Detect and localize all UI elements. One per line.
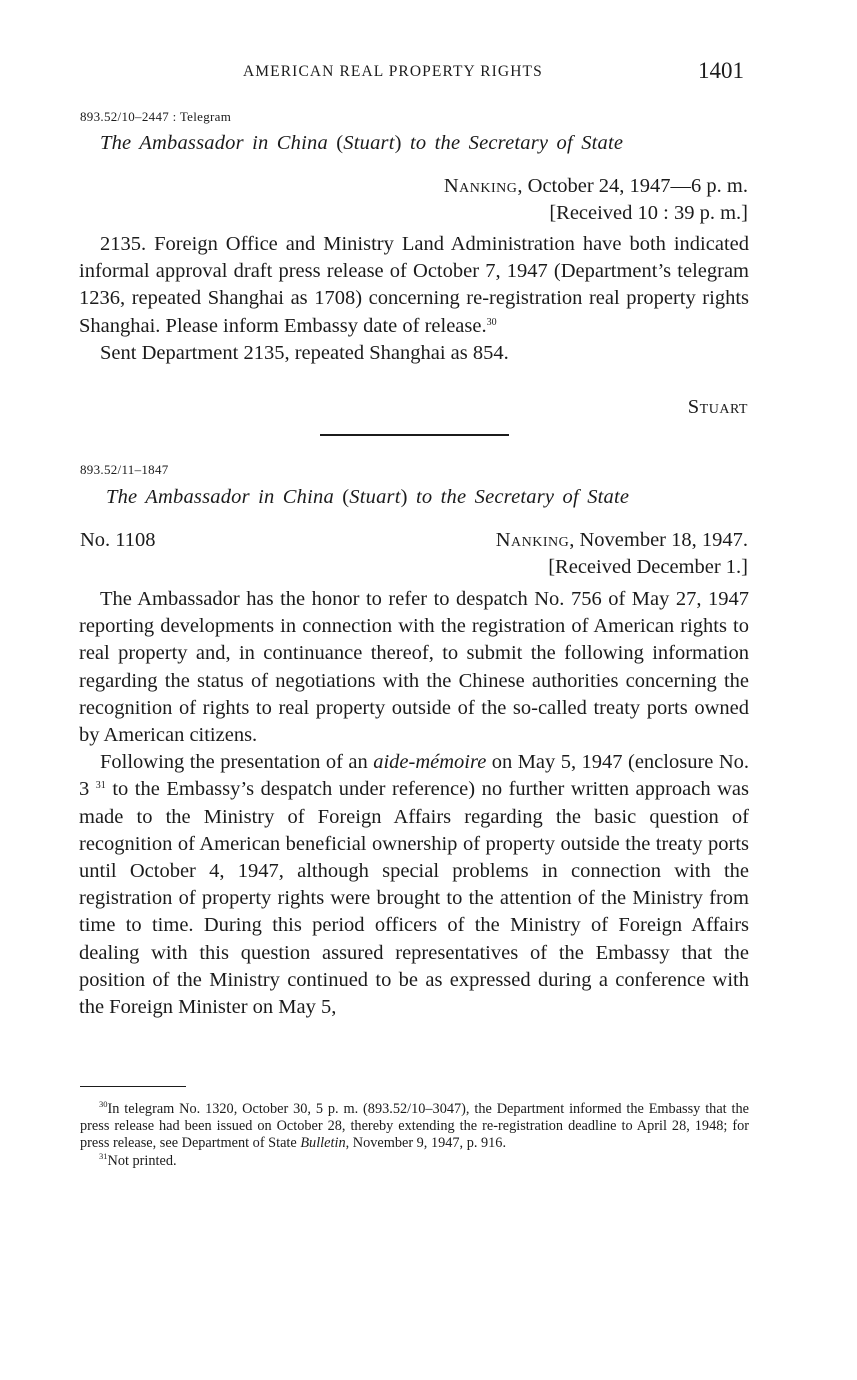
footnote: $^{31}$Not printed.: [99, 1150, 177, 1169]
heading-sender: The Ambassador in China: [106, 486, 334, 508]
italic-term: aide-mémoire: [373, 751, 487, 774]
signature: Stuart: [687, 396, 748, 418]
footnote-divider: [80, 1086, 186, 1087]
footnote-mark: 30: [99, 1099, 108, 1110]
dateline: Nanking, November 18, 1947.: [495, 529, 748, 551]
dateline: Nanking, October 24, 1947—6 p. m.: [443, 175, 748, 197]
heading-name: Stuart: [343, 132, 395, 154]
document-file-number: 893.52/11–1847: [80, 462, 169, 477]
section-divider: [320, 434, 509, 436]
footnote-ref: 30: [486, 316, 497, 328]
heading-sender: The Ambassador in China: [100, 132, 328, 154]
body-paragraph: Following the presentation of an aide-mémoire on May 5, 1947 (enclosure No. 3 $^{31}$ to the Embassy’s despatch under reference) no further written approach was made to the Ministry of Foreign Affairs regarding the basic question of recognition of American beneficial ownership of property outside the treaty ports until October 4, 1947, although special problems in connection with the registration of property rights were brought to the attention of the Ministry from time to time. During this period officers of the Ministry of Foreign Affairs dealing with this question assured representatives of the Embassy that the position of the Ministry continued to be as expressed during a conference with the Foreign Minister on May 5,: [79, 751, 750, 1019]
document-body: [79, 231, 749, 367]
received-line: [Received December 1.]: [548, 556, 748, 578]
despatch-number: No. 1108: [80, 529, 156, 551]
heading-recipient: to the Secretary of State: [415, 486, 630, 508]
heading-recipient: to the Secretary of State: [409, 132, 624, 154]
document-heading: The Ambassador in China (Stuart) to the Secretary of State: [106, 486, 630, 508]
body-paragraph: The Ambassador has the honor to refer to despatch No. 756 of May 27, 1947 reporting developments in connection with the registration of American rights to real property and, in continuance thereof, to submit the following information regarding the status of negotiations with the Chinese authorities concerning the recognition of rights to real property outside of the so-called treaty ports owned by American citizens.: [79, 588, 749, 747]
received-line: [Received 10 : 39 p. m.]: [549, 202, 748, 224]
dateline-place: Nanking: [443, 175, 518, 197]
body-paragraph: 2135. Foreign Office and Ministry Land Administration have both indicated informal approval draft press release of October 7, 1947 (Department’s telegram 1236, repeated Shanghai as 1708) concerning re-registration real property rights Shanghai. Please inform Embassy date of release.$^{30}$: [79, 233, 749, 337]
dateline-place: Nanking: [495, 529, 570, 551]
footnotes: [80, 1101, 749, 1170]
footnote-mark: 31: [99, 1150, 108, 1161]
document-file-number: 893.52/10–2447 : Telegram: [80, 109, 232, 124]
running-header-title: AMERICAN REAL PROPERTY RIGHTS: [243, 63, 543, 80]
page-number: 1401: [698, 58, 744, 83]
document-body: [79, 586, 749, 1021]
heading-name: Stuart: [349, 486, 401, 508]
italic-title: Bulletin: [300, 1135, 346, 1152]
document-heading: The Ambassador in China (Stuart) to the Secretary of State: [100, 132, 624, 154]
footnote-ref: 31: [95, 780, 106, 792]
footnote: $^{30}$In telegram No. 1320, October 30, 5 p. m. (893.52/10–3047), the Department informed the Embassy that the press release had been issued on October 28, thereby extending the re-registration deadline to April 28, 1948; for press release, see Department of State Bulletin, November 9, 1947, p. 916.: [80, 1099, 749, 1152]
body-paragraph: Sent Department 2135, repeated Shanghai as 854.: [100, 341, 509, 364]
